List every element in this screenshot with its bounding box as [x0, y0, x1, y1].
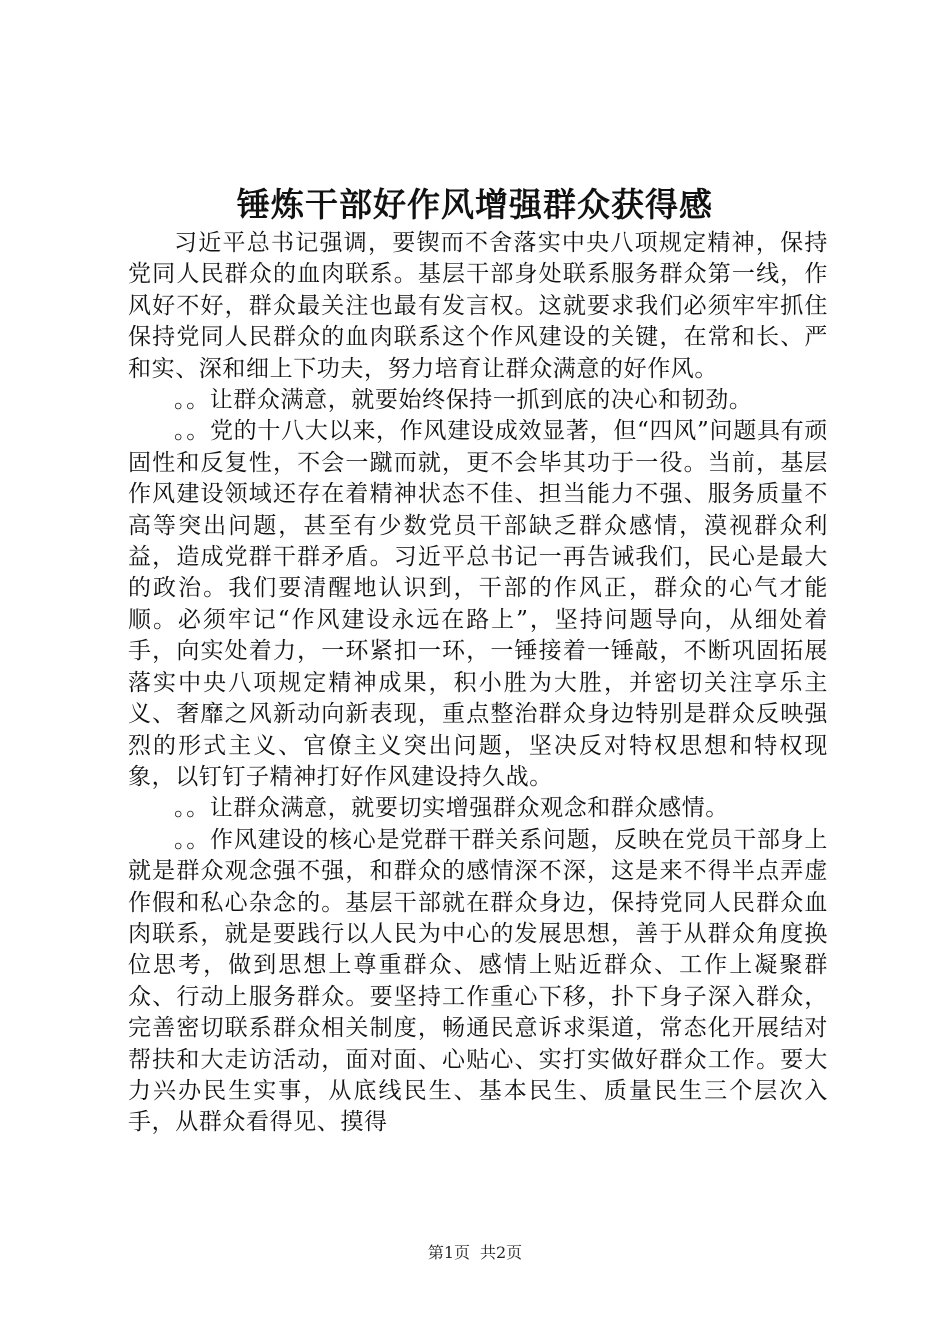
page-number: 第1页 [427, 1243, 470, 1262]
paragraph: 习近平总书记强调，要锲而不舍落实中央八项规定精神，保持党同人民群众的血肉联系。基层干部身处联系服务群众第一线，作风好不好，群众最关注也最有发言权。这就要求我们必须牢牢抓住保持党同人民群众的血肉联系这个作风建设的关键，在常和长、严和实、深和细上下功夫，努力培育让群众满意的好作风。 [128, 230, 828, 382]
paragraph: 。。作风建设的核心是党群干群关系问题，反映在党员干部身上就是群众观念强不强，和群众的感情深不深，这是来不得半点弄虚作假和私心杂念的。基层干部就在群众身边，保持党同人民群众血肉联系，就是要践行以人民为中心的发展思想，善于从群众角度换位思考，做到思想上尊重群众、感情上贴近群众、工作上凝聚群众、行动上服务群众。要坚持工作重心下移，扑下身子深入群众，完善密切联系群众相关制度，畅通民意诉求渠道，常态化开展结对帮扶和大走访活动，面对面、心贴心、实打实做好群众工作。要大力兴办民生实事，从底线民生、基本民生、质量民生三个层次入手，从群众看得见、摸得 [128, 826, 828, 1136]
paragraph: 。。让群众满意，就要切实增强群众观念和群众感情。 [174, 795, 729, 822]
paragraph: 。。党的十八大以来，作风建设成效显著，但“四风”问题具有顽固性和反复性，不会一蹴而就，更不会毕其功于一役。当前，基层作风建设领域还存在着精神状态不佳、担当能力不强、服务质量不高等突出问题，甚至有少数党员干部缺乏群众感情，漠视群众利益，造成党群干群矛盾。习近平总书记一再告诫我们，民心是最大的政治。我们要清醒地认识到，干部的作风正，群众的心气才能顺。必须牢记“作风建设永远在路上”，坚持问题导向，从细处着手，向实处着力，一环紧扣一环，一锤接着一锤敲，不断巩固拓展落实中央八项规定精神成果，积小胜为大胜，并密切关注享乐主义、奢靡之风新动向新表现，重点整治群众身边特别是群众反映强烈的形式主义、官僚主义突出问题，坚决反对特权思想和特权现象，以钉钉子精神打好作风建设持久战。 [128, 418, 828, 790]
document-title: 锤炼干部好作风增强群众获得感 [237, 185, 713, 224]
paragraph: 。。让群众满意，就要始终保持一抓到底的决心和韧劲。 [174, 387, 753, 414]
page-total: 共2页 [480, 1243, 523, 1262]
page-footer [0, 1241, 950, 1265]
document-body [128, 228, 828, 1139]
